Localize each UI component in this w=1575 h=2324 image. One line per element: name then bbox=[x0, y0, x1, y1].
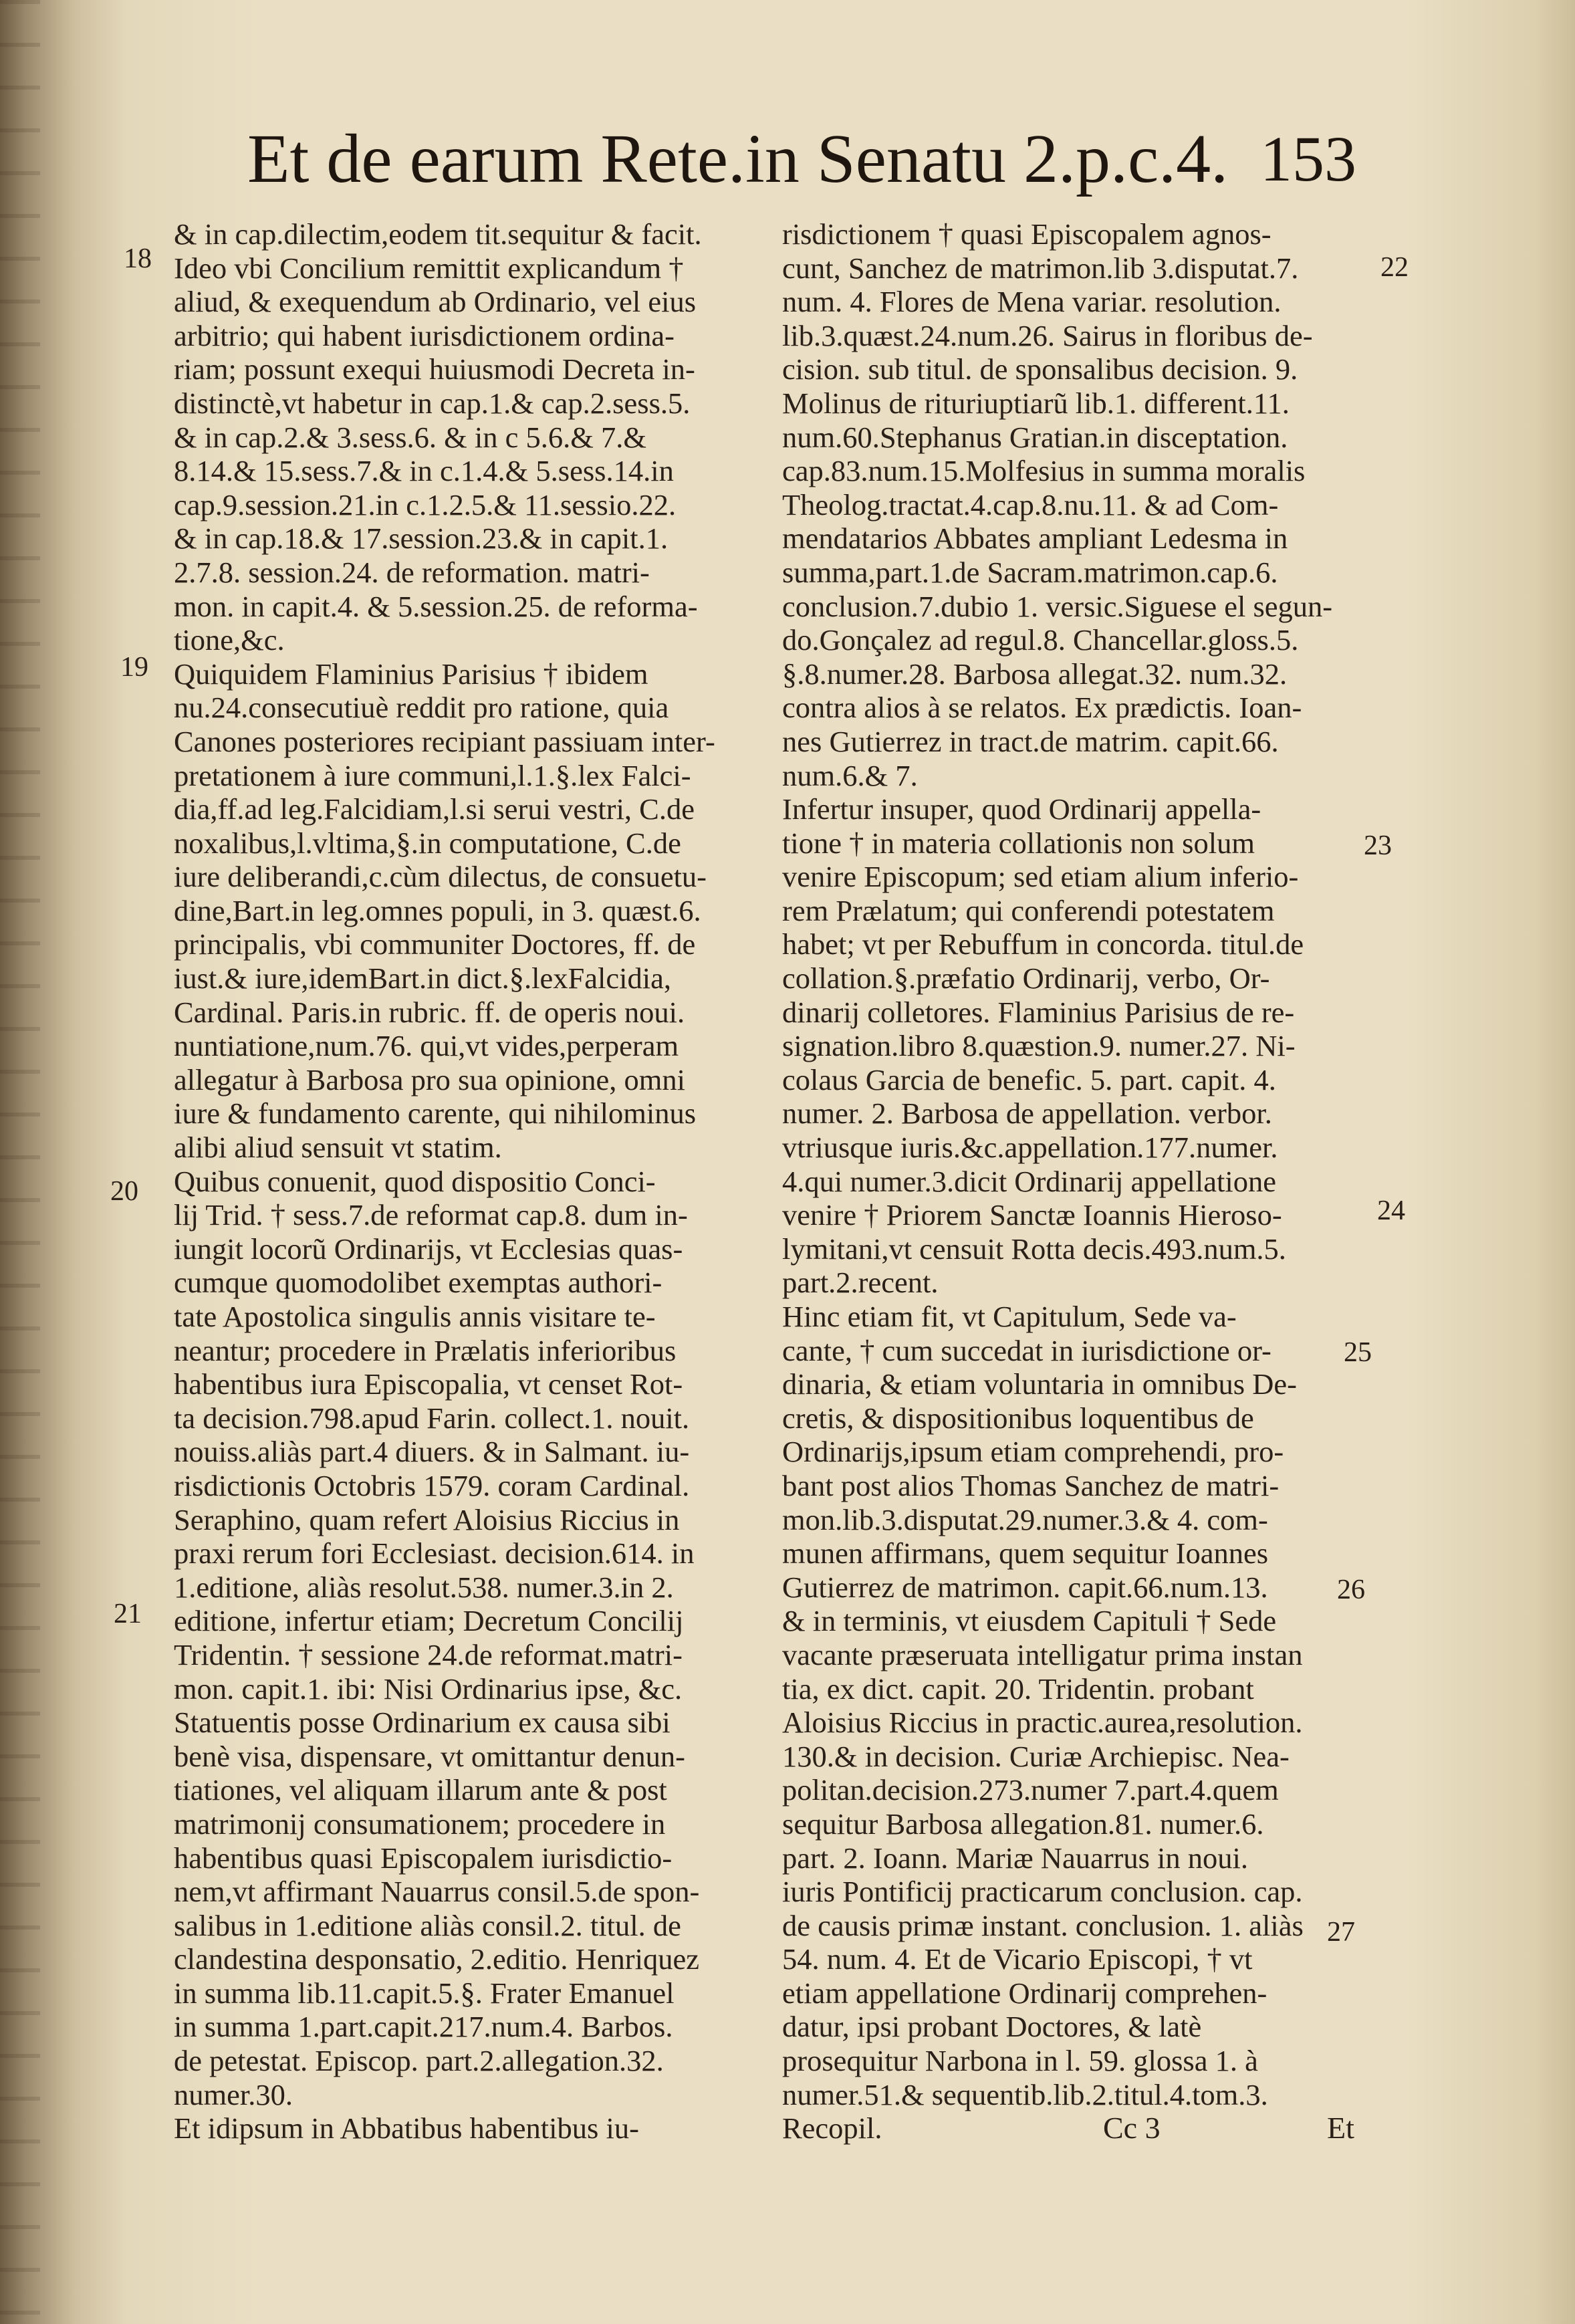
text-line: Quibus conuenit, quod dispositio Conci- bbox=[174, 1164, 656, 1198]
text-line: mon. in capit.4. & 5.session.25. de reforma- bbox=[174, 589, 698, 623]
text-line: de causis primæ instant. conclusion. 1. aliàs bbox=[782, 1908, 1304, 1942]
text-line: num. 4. Flores de Mena variar. resolution. bbox=[782, 285, 1282, 319]
text-line: 8.14.& 15.sess.7.& in c.1.4.& 5.sess.14.in bbox=[174, 454, 674, 488]
text-line: sequitur Barbosa allegation.81. numer.6. bbox=[782, 1807, 1264, 1841]
text-line: clandestina desponsatio, 2.editio. Henriquez bbox=[174, 1942, 699, 1976]
left-column bbox=[174, 217, 722, 2145]
text-line: in summa lib.11.capit.5.§. Frater Emanuel bbox=[174, 1976, 675, 2010]
text-line: prosequitur Narbona in l. 59. glossa 1. à bbox=[782, 2044, 1258, 2078]
text-line: 4.qui numer.3.dicit Ordinarij appellatione bbox=[782, 1164, 1277, 1198]
text-line: part. 2. Ioann. Mariæ Nauarrus in noui. bbox=[782, 1841, 1249, 1875]
text-line: tiationes, vel aliquam illarum ante & post bbox=[174, 1773, 667, 1807]
text-line: vtriusque iuris.&c.appellation.177.numer. bbox=[782, 1131, 1278, 1165]
text-line: vacante præseruata intelligatur prima instan bbox=[782, 1637, 1303, 1671]
text-line: aliud, & exequendum ab Ordinario, vel eius bbox=[174, 285, 697, 319]
text-line: munen affirmans, quem sequitur Ioannes bbox=[782, 1536, 1269, 1571]
text-line: rem Prælatum; qui conferendi potestatem bbox=[782, 893, 1275, 927]
text-line: in summa 1.part.capit.217.num.4. Barbos. bbox=[174, 2010, 673, 2044]
text-line: noxalibus,l.vltima,§.in computatione, C.de bbox=[174, 826, 681, 860]
text-line: 2.7.8. session.24. de reformation. matri- bbox=[174, 555, 650, 589]
text-line: cumque quomodolibet exemptas authori- bbox=[174, 1266, 662, 1300]
text-line: ta decision.798.apud Farin. collect.1. nouit. bbox=[174, 1401, 690, 1435]
text-line: Aloisius Riccius in practic.aurea,resolution. bbox=[782, 1706, 1303, 1740]
text-line: risdictionis Octobris 1579. coram Cardinal. bbox=[174, 1468, 690, 1502]
text-line: Molinus de rituriuptiarũ lib.1. different.11. bbox=[782, 386, 1290, 420]
text-line: mendatarios Abbates ampliant Ledesma in bbox=[782, 521, 1288, 556]
text-line: num.6.& 7. bbox=[782, 758, 918, 792]
text-line: Quiquidem Flaminius Parisius † ibidem bbox=[174, 657, 648, 691]
text-line: do.Gonçalez ad regul.8. Chancellar.gloss.5. bbox=[782, 623, 1299, 657]
text-line: 54. num. 4. Et de Vicario Episcopi, † vt bbox=[782, 1942, 1253, 1976]
text-line: mon. capit.1. ibi: Nisi Ordinarius ipse, &c. bbox=[174, 1671, 683, 1706]
text-line: salibus in 1.editione aliàs consil.2. titul. de bbox=[174, 1908, 681, 1942]
right-column bbox=[782, 217, 1370, 2145]
text-line: dine,Bart.in leg.omnes populi, in 3. quæst.6. bbox=[174, 893, 701, 927]
margin-number-22: 22 bbox=[1380, 252, 1409, 283]
text-line: Ordinarijs,ipsum etiam comprehendi, pro- bbox=[782, 1435, 1284, 1469]
text-line: benè visa, dispensare, vt omittantur denun- bbox=[174, 1739, 685, 1773]
margin-number-26: 26 bbox=[1337, 1575, 1365, 1605]
binding-gutter bbox=[0, 0, 40, 2324]
text-line: neantur; procedere in Prælatis inferioribus bbox=[174, 1333, 677, 1367]
text-line: habentibus iura Episcopalia, vt censet Rot- bbox=[174, 1367, 683, 1401]
text-line: signation.libro 8.quæstion.9. numer.27. Ni- bbox=[782, 1029, 1296, 1063]
margin-number-27: 27 bbox=[1327, 1917, 1355, 1948]
text-line: Ideo vbi Concilium remittit explicandum † bbox=[174, 251, 684, 285]
text-line: mon.lib.3.disputat.29.numer.3.& 4. com- bbox=[782, 1502, 1268, 1536]
text-line: habet; vt per Rebuffum in concorda. titul.de bbox=[782, 927, 1304, 961]
margin-number-18: 18 bbox=[124, 243, 152, 274]
text-line: nes Gutierrez in tract.de matrim. capit.66. bbox=[782, 724, 1279, 758]
text-line: Canones posteriores recipiant passiuam inter- bbox=[174, 724, 715, 758]
text-line: cap.9.session.21.in c.1.2.5.& 11.sessio.22. bbox=[174, 487, 677, 521]
text-line: praxi rerum fori Ecclesiast. decision.614. in bbox=[174, 1536, 695, 1571]
text-line: lib.3.quæst.24.num.26. Sairus in floribus de- bbox=[782, 318, 1313, 352]
text-line: datur, ipsi probant Doctores, & latè bbox=[782, 2010, 1202, 2044]
text-line: cision. sub titul. de sponsalibus decision. 9. bbox=[782, 352, 1298, 386]
margin-number-21: 21 bbox=[114, 1599, 142, 1629]
text-line: cap.83.num.15.Molfesius in summa moralis bbox=[782, 454, 1306, 488]
text-line: nem,vt affirmant Nauarrus consil.5.de spon- bbox=[174, 1875, 700, 1909]
text-line: & in terminis, vt eiusdem Capituli † Sede bbox=[782, 1604, 1277, 1638]
text-line: tione,&c. bbox=[174, 623, 285, 657]
text-line: colaus Garcia de benefic. 5. part. capit. 4. bbox=[782, 1062, 1276, 1096]
text-line: & in cap.dilectim,eodem tit.sequitur & facit. bbox=[174, 217, 702, 251]
text-line: matrimonij consumationem; procedere in bbox=[174, 1807, 666, 1841]
text-line: tione † in materia collationis non solum bbox=[782, 826, 1255, 860]
text-line: nuntiatione,num.76. qui,vt vides,perperam bbox=[174, 1029, 679, 1063]
text-line: Gutierrez de matrimon. capit.66.num.13. bbox=[782, 1570, 1268, 1604]
text-line: allegatur à Barbosa pro sua opinione, omni bbox=[174, 1062, 685, 1096]
text-line: Infertur insuper, quod Ordinarij appella- bbox=[782, 792, 1261, 826]
text-line: distinctè,vt habetur in cap.1.& cap.2.sess.5. bbox=[174, 386, 691, 420]
text-line: bant post alios Thomas Sanchez de matri- bbox=[782, 1468, 1280, 1502]
text-line: numer. 2. Barbosa de appellation. verbor. bbox=[782, 1096, 1272, 1131]
text-line: Seraphino, quam refert Aloisius Riccius in bbox=[174, 1502, 680, 1536]
text-line: principalis, vbi communiter Doctores, ff. de bbox=[174, 927, 696, 961]
catchword: Et bbox=[1327, 2111, 1354, 2145]
text-line: venire † Priorem Sanctæ Ioannis Hieroso- bbox=[782, 1198, 1282, 1232]
text-line: dinarij colletores. Flaminius Parisius de re- bbox=[782, 995, 1295, 1029]
text-line: lymitani,vt censuit Rotta decis.493.num.5. bbox=[782, 1232, 1286, 1266]
text-line: part.2.recent. bbox=[782, 1266, 939, 1300]
text-line: 1.editione, aliàs resolut.538. numer.3.in 2. bbox=[174, 1570, 674, 1604]
text-line: cretis, & dispositionibus loquentibus de bbox=[782, 1401, 1254, 1435]
text-line: habentibus quasi Episcopalem iurisdictio- bbox=[174, 1841, 673, 1875]
text-line: editione, infertur etiam; Decretum Concilij bbox=[174, 1604, 684, 1638]
text-line: num.60.Stephanus Gratian.in disceptation. bbox=[782, 420, 1288, 454]
text-line: iust.& iure,idemBart.in dict.§.lexFalcidia, bbox=[174, 961, 671, 996]
text-line: conclusion.7.dubio 1. versic.Siguese el segun- bbox=[782, 589, 1333, 623]
signature-mark: Cc 3 bbox=[1103, 2111, 1161, 2145]
text-line: arbitrio; qui habent iurisdictionem ordina- bbox=[174, 318, 675, 352]
text-line: dinaria, & etiam voluntaria in omnibus De- bbox=[782, 1367, 1297, 1401]
text-line: politan.decision.273.numer 7.part.4.quem bbox=[782, 1773, 1279, 1807]
text-line: contra alios à se relatos. Ex prædictis. Ioan- bbox=[782, 691, 1302, 725]
page-number: 153 bbox=[1260, 123, 1356, 195]
text-line: dia,ff.ad leg.Falcidiam,l.si serui vestri, C.de bbox=[174, 792, 695, 826]
text-line: summa,part.1.de Sacram.matrimon.cap.6. bbox=[782, 555, 1278, 589]
text-line: nu.24.consecutiuè reddit pro ratione, quia bbox=[174, 691, 669, 725]
margin-number-25: 25 bbox=[1344, 1337, 1372, 1368]
text-line: de petestat. Episcop. part.2.allegation.32. bbox=[174, 2044, 664, 2078]
text-line: collation.§.præfatio Ordinarij, verbo, Or- bbox=[782, 961, 1270, 996]
text-line: iungit locorũ Ordinarijs, vt Ecclesias quas- bbox=[174, 1232, 683, 1266]
text-line: Theolog.tractat.4.cap.8.nu.11. & ad Com- bbox=[782, 487, 1279, 521]
text-line: Hinc etiam fit, vt Capitulum, Sede va- bbox=[782, 1300, 1237, 1333]
text-line: Cardinal. Paris.in rubric. ff. de operis noui. bbox=[174, 995, 685, 1029]
text-line: iuris Pontificij practicarum conclusion. cap. bbox=[782, 1875, 1303, 1909]
text-line: etiam appellatione Ordinarij comprehen- bbox=[782, 1976, 1267, 2010]
text-line: tate Apostolica singulis annis visitare te- bbox=[174, 1300, 656, 1333]
text-line: & in cap.2.& 3.sess.6. & in c 5.6.& 7.& bbox=[174, 420, 647, 454]
margin-number-24: 24 bbox=[1377, 1195, 1405, 1226]
text-line: alibi aliud sensuit vt statim. bbox=[174, 1131, 502, 1165]
text-line: §.8.numer.28. Barbosa allegat.32. num.32. bbox=[782, 657, 1288, 691]
text-line: pretationem à iure communi,l.1.§.lex Falci- bbox=[174, 758, 691, 792]
text-line: iure & fundamento carente, qui nihilominus bbox=[174, 1096, 697, 1131]
text-line: iure deliberandi,c.cùm dilectus, de consuetu- bbox=[174, 860, 707, 894]
text-line: & in cap.18.& 17.session.23.& in capit.1. bbox=[174, 521, 669, 556]
text-line: 130.& in decision. Curiæ Archiepisc. Nea- bbox=[782, 1739, 1290, 1773]
margin-number-19: 19 bbox=[120, 652, 148, 683]
text-line: riam; possunt exequi huiusmodi Decreta in- bbox=[174, 352, 695, 386]
text-line: cante, † cum succedat in iurisdictione or- bbox=[782, 1333, 1271, 1367]
text-line: risdictionem † quasi Episcopalem agnos- bbox=[782, 217, 1271, 251]
text-line: Tridentin. † sessione 24.de reformat.matri- bbox=[174, 1637, 683, 1671]
margin-number-23: 23 bbox=[1364, 830, 1392, 861]
running-title: Et de earum Rete.in Senatu 2.p.c.4. bbox=[247, 120, 1229, 197]
text-line: Recopil. bbox=[782, 2111, 882, 2145]
text-line: venire Episcopum; sed etiam alium inferio- bbox=[782, 860, 1299, 894]
text-line: Statuentis posse Ordinarium ex causa sibi bbox=[174, 1706, 671, 1740]
text-line: numer.30. bbox=[174, 2077, 293, 2111]
text-line: Et idipsum in Abbatibus habentibus iu- bbox=[174, 2111, 639, 2145]
text-line: nouiss.aliàs part.4 diuers. & in Salmant. iu- bbox=[174, 1435, 690, 1469]
text-line: tia, ex dict. capit. 20. Tridentin. probant bbox=[782, 1671, 1254, 1706]
text-line: cunt, Sanchez de matrimon.lib 3.disputat.7. bbox=[782, 251, 1299, 285]
margin-number-20: 20 bbox=[110, 1176, 138, 1207]
text-line: numer.51.& sequentib.lib.2.titul.4.tom.3. bbox=[782, 2077, 1268, 2111]
text-line: lij Trid. † sess.7.de reformat cap.8. dum in- bbox=[174, 1198, 688, 1232]
